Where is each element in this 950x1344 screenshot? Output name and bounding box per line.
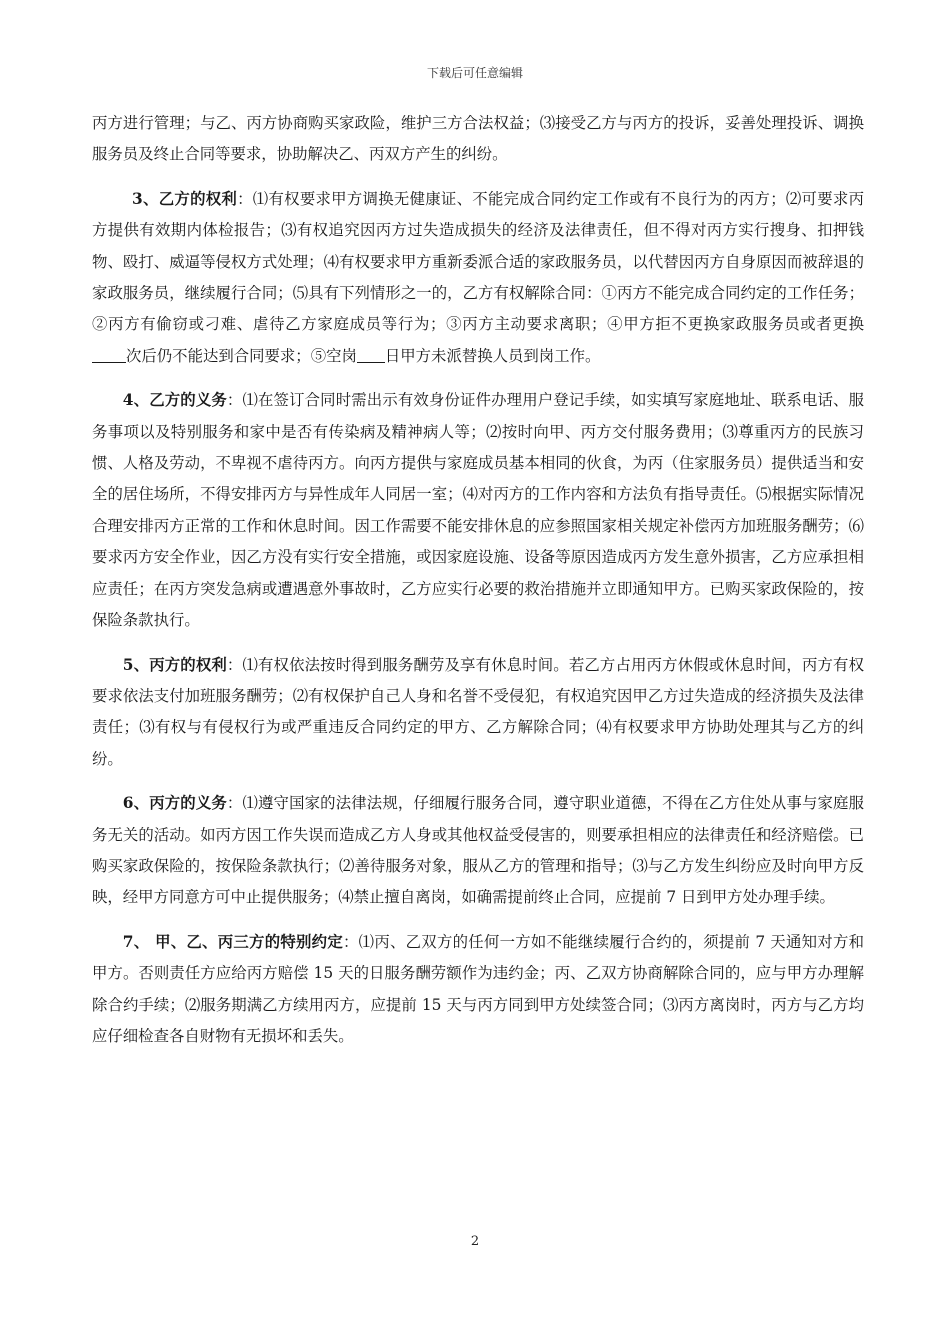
clause-6-party-c-obligations bbox=[92, 788, 864, 914]
clause-heading: 7、 甲、乙、丙三方的特别约定 bbox=[122, 932, 343, 951]
clause-5-party-c-rights bbox=[92, 650, 864, 776]
clause-7-special-agreement bbox=[92, 927, 864, 1053]
clause-3-party-b-rights bbox=[92, 184, 864, 372]
clause-text: 次后仍不能达到合同要求；⑤空岗 bbox=[126, 346, 357, 365]
clause-heading: 6、丙方的义务 bbox=[122, 794, 227, 813]
clause-heading: 4、乙方的义务 bbox=[122, 391, 227, 410]
clause-text: ：⑴丙、乙双方的任何一方如不能继续履行合约的，须提前 7 天通知对方和甲方。否则责任方应给丙方赔偿 15 天的日服务酬劳额作为违约金；丙、乙双方协商解除合同的，应与甲方办理解除合约手续；⑵服务期满乙方续用丙方，应提前 15 天与丙方同到甲方处续签合同；⑶丙方离岗时，丙方与乙方均应仔细检查各自财物有无损坏和丢失。 bbox=[92, 932, 864, 1045]
fill-in-blank-times[interactable] bbox=[92, 346, 126, 362]
fill-in-blank-days[interactable] bbox=[357, 346, 385, 362]
clause-text: ：⑴有权要求甲方调换无健康证、不能完成合同约定工作或有不良行为的丙方；⑵可要求丙方提供有效期内体检报告；⑶有权追究因丙方过失造成损失的经济及法律责任，但不得对丙方实行搜身、扣押钱物、殴打、威逼等侵权方式处理；⑷有权要求甲方重新委派合适的家政服务员，以代替因丙方自身原因而被辞退的家政服务员，继续履行合同；⑸具有下列情形之一的，乙方有权解除合同：①丙方不能完成合同约定的工作任务；②丙方有偷窃或刁难、虐待乙方家庭成员等行为；③丙方主动要求离职；④甲方拒不更换家政服务员或者更换 bbox=[92, 189, 864, 334]
contract-body bbox=[92, 108, 864, 1065]
clause-heading: 5、丙方的权利 bbox=[122, 655, 227, 674]
page-header: 下载后可任意编辑 bbox=[426, 66, 523, 80]
page-number: 2 bbox=[470, 1234, 480, 1249]
clause-text: ：⑴有权依法按时得到服务酬劳及享有休息时间。若乙方占用丙方休假或休息时间，丙方有权要求依法支付加班服务酬劳；⑵有权保护自己人身和名誉不受侵犯，有权追究因甲乙方过失造成的经济损失及法律责任；⑶有权与有侵权行为或严重违反合同约定的甲方、乙方解除合同；⑷有权要求甲方协助处理其与乙方的纠纷。 bbox=[92, 655, 864, 768]
clause-text: ：⑴遵守国家的法律法规，仔细履行服务合同，遵守职业道德，不得在乙方住处从事与家庭服务无关的活动。如丙方因工作失误而造成乙方人身或其他权益受侵害的，则要承担相应的法律责任和经济赔偿。已购买家政保险的，按保险条款执行；⑵善待服务对象，服从乙方的管理和指导；⑶与乙方发生纠纷应及时向甲方反映，经甲方同意方可中止提供服务；⑷禁止擅自离岗，如确需提前终止合同，应提前 7 日到甲方处办理手续。 bbox=[92, 794, 864, 907]
clause-heading: 3、乙方的权利 bbox=[132, 189, 238, 208]
clause-text: 日甲方未派替换人员到岗工作。 bbox=[384, 346, 601, 365]
clause-4-party-b-obligations bbox=[92, 385, 864, 636]
clause-text: ：⑴在签订合同时需出示有效身份证件办理用户登记手续，如实填写家庭地址、联系电话、服务事项以及特别服务和家中是否有传染病及精神病人等；⑵按时向甲、丙方交付服务费用；⑶尊重丙方的民族习惯、人格及劳动，不卑视不虐待丙方。向丙方提供与家庭成员基本相同的伙食，为丙（住家服务员）提供适当和安全的居住场所，不得安排丙方与异性成年人同居一室；⑷对丙方的工作内容和方法负有指导责任。⑸根据实际情况合理安排丙方正常的工作和休息时间。因工作需要不能安排休息的应参照国家相关规定补偿丙方加班服务酬劳；⑹要求丙方安全作业，因乙方没有实行安全措施，或因家庭设施、设备等原因造成丙方发生意外损害，乙方应承担相应责任；在丙方突发急病或遭遇意外事故时，乙方应实行必要的救治措施并立即通知甲方。已购买家政保险的，按保险条款执行。 bbox=[92, 391, 864, 630]
paragraph-text: 丙方进行管理；与乙、丙方协商购买家政险，维护三方合法权益；⑶接受乙方与丙方的投诉，妥善处理投诉、调换服务员及终止合同等要求，协助解决乙、丙双方产生的纠纷。 bbox=[92, 114, 864, 164]
paragraph-continuation bbox=[92, 108, 864, 171]
